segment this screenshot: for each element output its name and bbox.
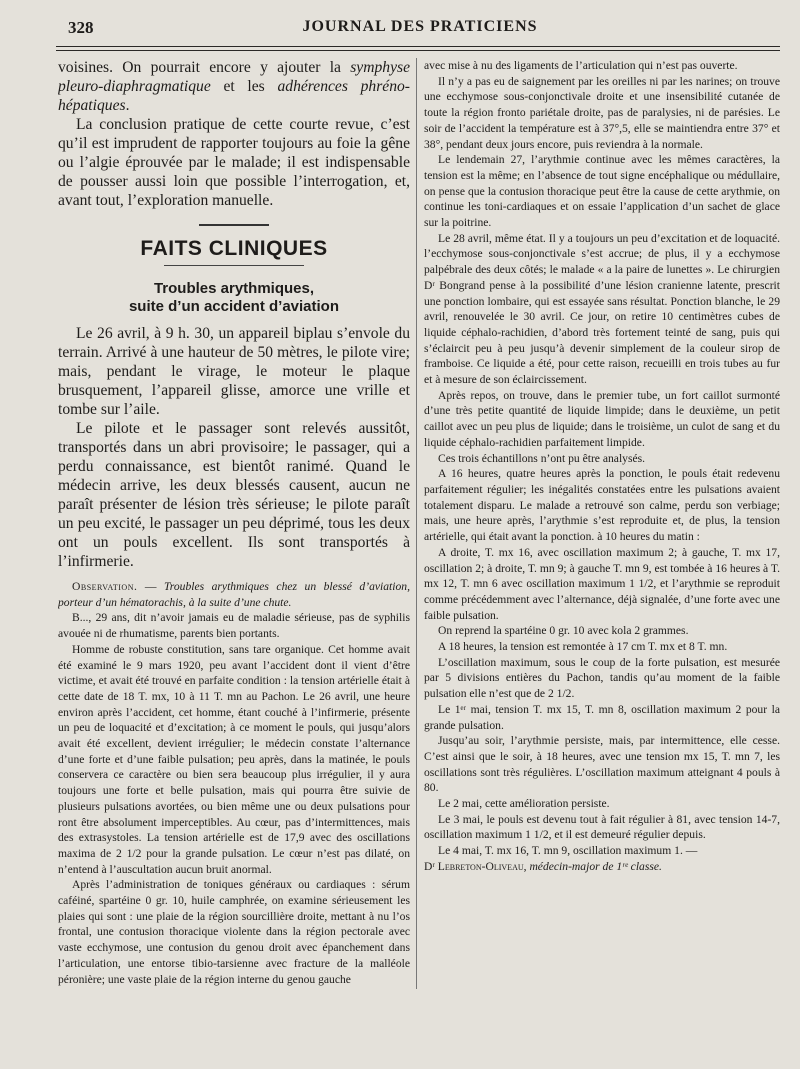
page-number: 328 <box>68 18 94 37</box>
section-title: FAITS CLINIQUES <box>140 237 328 260</box>
intro-text-b: et les <box>210 78 278 95</box>
right-paragraph-7: A droite, T. mx 16, avec oscillation maximum 2; à gauche, T. mx 17, oscillation 2; à droite, T. mn 9; à gauche T. mn 9, est tombée à 16 heures à T. mx 12, T. mn 6 avec oscillation maximum 1 1/2, et l’arythmie se reproduit comme précédemment avec l’alternance, déjà signalée, d’une forte avec une faible pulsation. <box>424 545 780 622</box>
header-rule <box>56 46 780 47</box>
conclusion-paragraph: La conclusion pratique de cette courte revue, c’est qu’il est imprudent de rapporter toujours au foie la gêne ou l’algie éprouvée par le malade; il est indispensable de pousser aussi loin que possible l’interrogation, et, avant tout, l’exploration manuelle. <box>58 116 410 209</box>
observation-paragraph-3: Après l’administration de toniques généraux ou cardiaques : sérum caféiné, spartéine 0 gr. 10, huile camphrée, on examine sérieusement les plaies qui sont : une plaie de la région sourcillière droite, mettant à nu l’os frontal, une contusion thoracique violente dans la région pectorale avec vaste ecchymose, une contusion du genou droit avec épanchement dans l’articulation, une entorse tibio-tarsienne avec fracture de la malléole péronière; une vaste plaie de la région interne du genou gauche <box>58 878 410 986</box>
right-paragraph-12: Jusqu’au soir, l’arythmie persiste, mais, par intermittence, elle cesse. C’est ainsi que le soir, à 18 heures, avec une tension mx 15, T. mn 7, les oscillations sont très régulières. L’oscillation maximum atteignant 4 pouls à 80. <box>424 734 780 795</box>
right-paragraph-15: Le 4 mai, T. mx 16, T. mn 9, oscillation maximum 1. — <box>438 844 698 858</box>
intro-text-a: voisines. On pourrait encore y ajouter la <box>58 59 351 76</box>
right-paragraph-4: Après repos, on trouve, dans le premier tube, un fort caillot surmonté d’une très petite quantité de liquide limpide; dans le deuxième, un petit caillot avec un peu plus de liquide; dans le troisième, un culot de sang et du liquide céphalo-rachidien parfaitement limpide. <box>424 388 780 449</box>
observation-label: Observation. <box>72 580 138 593</box>
body-paragraph-2: Le pilote et le passager sont relevés aussitôt, transportés dans un abri provisoire; le passager, qui a perdu connaissance, est bientôt ranimé. Quand le médecin arrive, les deux blessés causent, aucun ne paraît présenter de lésion très sérieuse; le pilote paraît un peu excité, le passager un peu déprimé, tous les deux ont un pouls excellent. Ils sont transportés à l’infirmerie. <box>58 420 410 570</box>
header-rule-thin <box>56 50 780 51</box>
right-paragraph-0: avec mise à nu des ligaments de l’articulation qui n’est pas ouverte. <box>424 59 738 72</box>
observation-dash: — <box>137 580 164 593</box>
right-paragraph-5: Ces trois échantillons n’ont pu être analysés. <box>438 451 646 465</box>
body-paragraph-1: Le 26 avril, à 9 h. 30, un appareil biplau s’envole du terrain. Arrivé à une hauteur de 50 mètres, le pilote vire; mais, pendant le virage, le moteur le plaque brusquement, l’appareil glisse, amorce une vrille et tombe sur l’aile. <box>58 325 410 418</box>
intro-emphasis-1: symphyse pleuro-diaphragmatique <box>58 59 410 95</box>
observation-title: Troubles arythmiques chez un blessé d’aviation, porteur d’un hématorachis, à la suite d’une chute. <box>58 580 410 609</box>
intro-emphasis-2: adhérences phréno-hépatiques <box>58 78 410 114</box>
right-paragraph-3: Le 28 avril, même état. Il y a toujours un peu d’excitation et de loquacité. l’ecchymose sous-conjonctivale s’est accrue; de plus, il y a ecchymose palpébrale des deux côtés; le malade « a la paire de lunettes ». Le chirurgien Dʳ Bongrand pense à la possibilité d’une lésion cranienne latente, prescrit une ponction lombaire, qui est essayée sans résultat. Ponction blanche, le 29 avril, renouvelée le 30 avril. Ce jour, on retire 10 centimètres cubes de liquide céphalo-rachidien, d’abord très fortement teinté de sang, puis qui s’éclaircit peu à peu jusqu’à devenir simplement de la couleur sirop de framboise. Ce liquide a été, pour cette raison, recueilli en trois tubes au fur et à mesure de son éclaircissement. <box>424 231 780 387</box>
article-title-line-2: suite d’un accident d’aviation <box>128 298 340 315</box>
signature-role: médecin-major de 1ʳᵉ classe. <box>529 859 662 873</box>
section-underline <box>164 265 304 266</box>
column-divider <box>416 58 417 989</box>
right-paragraph-8: On reprend la spartéine 0 gr. 10 avec kola 2 grammes. <box>438 624 689 638</box>
right-paragraph-14: Le 3 mai, le pouls est devenu tout à fait régulier à 81, avec tension 14-7, oscillation maximum 1 1/2, et il est demeuré régulier depuis. <box>424 812 780 842</box>
running-title: JOURNAL DES PRATICIENS <box>302 18 538 35</box>
intro-paragraph <box>58 58 410 115</box>
right-paragraph-13: Le 2 mai, cette amélioration persiste. <box>438 797 610 811</box>
right-paragraph-6: A 16 heures, quatre heures après la ponction, le pouls était redevenu parfaitement régulier; les inégalités constatées entre les pulsations avaient totalement disparu. Le malade a retrouvé son calme, perdu son verbiage; mais, une heure après, l’arythmie s’est reproduite et, de plus, la tension artérielle, qui était avant la ponction. à 10 heures du matin : <box>424 467 780 544</box>
signature <box>424 859 780 875</box>
right-paragraph-11: Le 1ᵉʳ mai, tension T. mx 15, T. mn 8, oscillation maximum 2 pour la grande pulsation. <box>424 702 780 732</box>
observation-paragraph-2: Homme de robuste constitution, sans tare organique. Cet homme avait été examiné le 9 mars 1920, peu avant l’accident dont il vient d’être victime, et avait été trouvé en parfaite condition : la tension artérielle était à cette date de 18 T. mx, 10 à 11 T. mn au Pachon. Le 26 avril, une heure environ après l’accident, cet homme, étant couché à l’infirmerie, présente un peu de loquacité et d’excitation; à ce moment le pouls, qui jusqu’alors avait été excellent, devient irrégulier; le médecin constate l’alternance d’une forte et d’une faible pulsation; peu après, dans la matinée, le pouls conservera ce caractère ou bien sera beaucoup plus irrégulier, il y aura toujours une forte et belle pulsation, mais qui pourra être suivie de plusieurs pulsations avortées, ou bien même une ou deux pulsations pour ront être absolument imperceptibles. Au cœur, pas d’intermittences, mais des extrasystoles. La tension artérielle est de 17,9 avec des oscillations maxima de 2 1/2 pour la grande pulsation. Le cœur n’est pas dilaté, on n’entend à l’auscultation aucun bruit anormal. <box>58 642 410 876</box>
right-paragraph-1: Il n’y a pas eu de saignement par les oreilles ni par les narines; on trouve une ecchymose sous-conjonctivale droite et une insensibilité cutanée de toute la région fronto pariétale droite, pas de paralysies, ni de parésies. Le soir de l’accident la température est à 37°,5, elle se maintiendra entre 37° et 38°, pendant deux jours encore, puis reviendra à la normale. <box>424 74 780 151</box>
intro-text-c: . <box>125 97 130 114</box>
section-separator <box>199 224 269 229</box>
page-header <box>60 14 780 48</box>
observation-heading <box>58 579 410 610</box>
observation-paragraph-1: B..., 29 ans, dit n’avoir jamais eu de maladie sérieuse, pas de syphilis avouée ni de rhumatisme, parents bien portants. <box>58 611 410 641</box>
right-paragraph-2: Le lendemain 27, l’arythmie continue avec les mêmes caractères, la tension est la même; en l’absence de tout signe encéphalique ou médullaire, on pense que la contusion thoracique peut être la cause de cette arythmie, on continue les toni-cardiaques et on essaie l’application d’un sachet de glace sur la poitrine. <box>424 153 780 230</box>
left-column <box>58 58 410 1059</box>
right-paragraph-10: L’oscillation maximum, sous le coup de la forte pulsation, est mesurée par 5 divisions entières du Pachon, tandis qu’au moment de la faible pulsation elle n’est que de 2 1/2. <box>424 655 780 701</box>
right-column <box>424 58 780 1059</box>
right-paragraph-9: A 18 heures, la tension est remontée à 17 cm T. mx et 8 T. mn. <box>438 640 728 654</box>
signature-name: Dʳ Lebreton-Oliveau, <box>424 859 527 873</box>
article-title-line-1: Troubles arythmiques, <box>153 280 315 297</box>
article-title <box>58 280 410 316</box>
